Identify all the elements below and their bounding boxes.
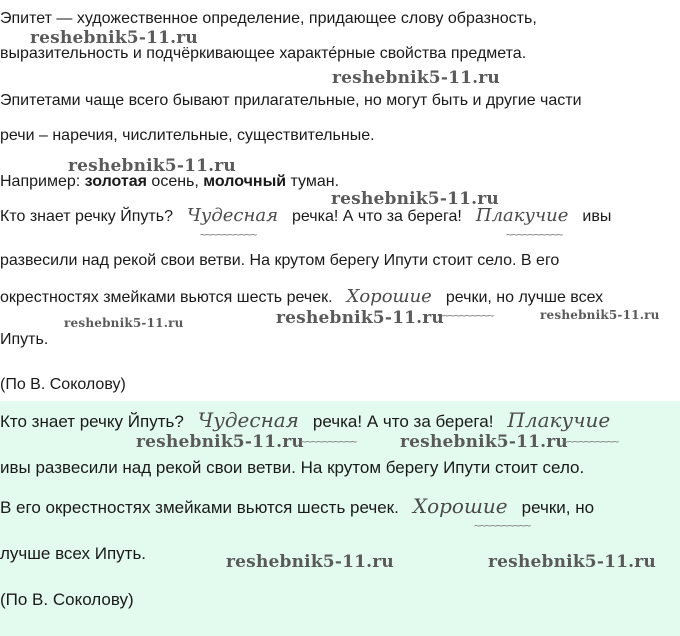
watermark: reshebnik5-11.ru bbox=[68, 156, 236, 176]
example-word-1: золотая bbox=[84, 173, 147, 190]
watermark: reshebnik5-11.ru bbox=[276, 308, 444, 328]
paragraph2-line-2: речи – наречия, числительные, существительные. bbox=[0, 127, 375, 144]
watermark: reshebnik5-11.ru bbox=[488, 552, 656, 572]
exercise-text-4: окрестностях змейками вьются шесть речек. bbox=[0, 289, 333, 306]
answer-line-1 bbox=[0, 409, 624, 433]
exercise-epithet-2: Плакучие bbox=[475, 205, 569, 226]
exercise-epithet-3: Хорошие bbox=[346, 286, 432, 307]
watermark: reshebnik5-11.ru bbox=[331, 189, 499, 209]
answer-text-2: речка! А что за берега! bbox=[312, 412, 494, 431]
exercise-text-2: речка! А что за берега! bbox=[292, 208, 462, 225]
exercise-line-1 bbox=[0, 206, 611, 227]
definition-line-2: выразительность и подчёркивающее характе́рные свойства предмета. bbox=[0, 45, 527, 62]
exercise-line-2: развесили над рекой свои ветви. На крутом берегу Ипути стоит село. В его bbox=[0, 252, 560, 269]
answer-line-3 bbox=[0, 495, 594, 519]
answer-line-4: лучше всех Ипуть. bbox=[0, 544, 147, 563]
watermark: reshebnik5-11.ru bbox=[64, 316, 184, 330]
answer-text-3: В его окрестностях змейками вьются шесть речек. bbox=[0, 498, 399, 517]
answer-source: (По В. Соколову) bbox=[0, 590, 134, 609]
exercise-line-4: Ипуть. bbox=[0, 331, 49, 348]
watermark: reshebnik5-11.ru bbox=[226, 552, 394, 572]
answer-text-4: речки, но bbox=[521, 498, 595, 517]
watermark: reshebnik5-11.ru bbox=[136, 432, 304, 452]
example-suffix: туман. bbox=[286, 173, 340, 190]
wavy-underline-6: ~~~~~~~~~~ bbox=[474, 519, 531, 532]
definition-line-1: Эпитет — художественное определение, придающее слову образность, bbox=[0, 10, 537, 27]
wavy-underline-3: ~~~~~~~~~~ bbox=[437, 309, 494, 322]
example-middle: осень, bbox=[146, 173, 204, 190]
wavy-underline-1: ~~~~~~~~~~ bbox=[200, 228, 257, 241]
exercise-text-5: речки, но лучше всех bbox=[445, 289, 604, 306]
watermark: reshebnik5-11.ru bbox=[540, 308, 660, 322]
answer-epithet-2: Плакучие bbox=[507, 408, 611, 432]
exercise-line-3 bbox=[0, 287, 603, 308]
answer-line-2: ивы развесили над рекой свои ветви. На крутом берегу Ипути стоит село. bbox=[0, 458, 585, 477]
watermark: reshebnik5-11.ru bbox=[30, 28, 198, 48]
exercise-text-3: ивы bbox=[582, 208, 612, 225]
answer-panel bbox=[0, 401, 680, 636]
watermark: reshebnik5-11.ru bbox=[400, 432, 568, 452]
wavy-underline-4: ~~~~~~~~~~ bbox=[300, 435, 357, 448]
exercise-text-1: Кто знает речку Йпуть? bbox=[0, 208, 173, 225]
example-word-2: молочный bbox=[203, 173, 287, 190]
example-prefix: Например: bbox=[0, 173, 85, 190]
wavy-underline-5: ~~~~~~~~~~ bbox=[562, 435, 619, 448]
exercise-source: (По В. Соколову) bbox=[0, 376, 126, 393]
paragraph2-line-1: Эпитетами чаще всего бывают прилагательные, но могут быть и другие части bbox=[0, 92, 582, 109]
exercise-epithet-1: Чудесная bbox=[186, 205, 278, 226]
wavy-underline-2: ~~~~~~~~~~ bbox=[506, 228, 563, 241]
answer-epithet-3: Хорошие bbox=[412, 494, 508, 518]
answer-text-1: Кто знает речку Йпуть? bbox=[0, 412, 184, 431]
answer-epithet-1: Чудесная bbox=[197, 408, 299, 432]
watermark: reshebnik5-11.ru bbox=[332, 68, 500, 88]
